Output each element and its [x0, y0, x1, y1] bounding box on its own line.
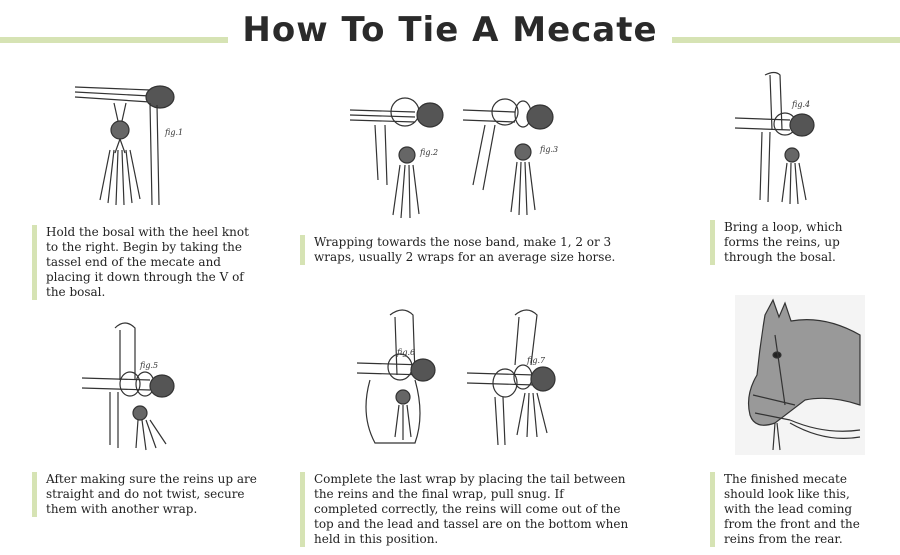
step4-caption: After making sure the reins up are straight and do not twist, secure them with another wrap. [32, 472, 262, 517]
step4-illustration [80, 320, 190, 455]
fig5-label: fig.5 [140, 361, 159, 370]
step2-caption: Wrapping towards the nose band, make 1, 2 or 3 wraps, usually 2 wraps for an average size horse. [300, 235, 620, 265]
step2-illustration [345, 90, 565, 220]
step5-caption: Complete the last wrap by placing the tail between the reins and the final wrap, pull snug. If completed correctly, the reins will come out of the top and the lead and tassel are on the bottom when held in this position. [300, 472, 630, 547]
fig6-label: fig.6 [397, 348, 416, 357]
page-title [0, 10, 900, 50]
fig1-label: fig.1 [165, 128, 184, 137]
fig7-label: fig.7 [527, 356, 546, 365]
page-title-text: How To Tie A Mecate [228, 10, 671, 50]
step3-illustration [730, 70, 830, 210]
fig4-label: fig.4 [792, 100, 811, 109]
step1-illustration [70, 75, 190, 210]
step3-caption: Bring a loop, which forms the reins, up through the bosal. [710, 220, 880, 265]
step5-illustration [355, 305, 575, 450]
finished-horse-illustration [735, 295, 865, 455]
step1-caption: Hold the bosal with the heel knot to the right. Begin by taking the tassel end of the mecate and placing it down through the V of the bosal. [32, 225, 262, 300]
step6-caption: The finished mecate should look like this, with the lead coming from the front and the reins from the rear. [710, 472, 880, 547]
fig2-label: fig.2 [420, 148, 439, 157]
fig3-label: fig.3 [540, 145, 559, 154]
